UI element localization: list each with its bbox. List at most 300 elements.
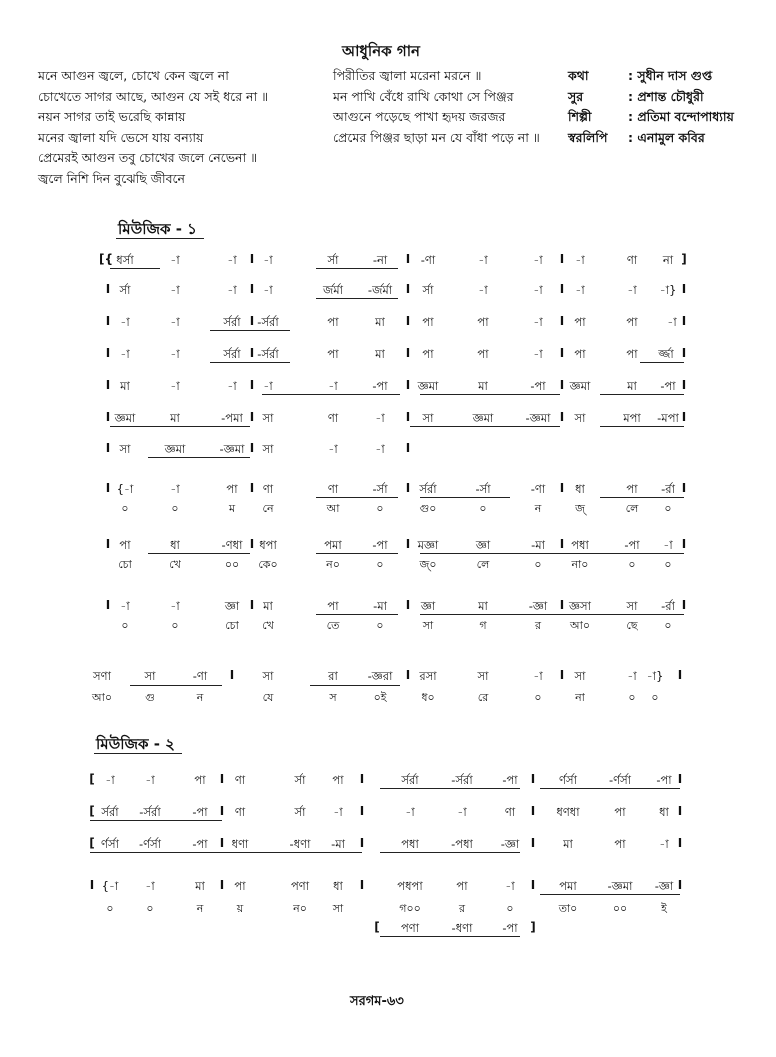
lyric-line: মন পাখি বেঁধে রাখি কোথা সে পিঞ্জর xyxy=(333,88,514,104)
bar-line: I xyxy=(681,282,687,296)
note-group-underline xyxy=(420,394,560,395)
note-cell: ধর্সা xyxy=(116,253,134,267)
notation-row xyxy=(0,378,776,398)
note-cell: ধা xyxy=(170,538,180,552)
note-group-underline xyxy=(600,426,684,427)
page-footer: সরগম-৬৩ xyxy=(350,994,404,1009)
lyric-syllable: আ xyxy=(326,502,340,515)
note-cell: -া xyxy=(405,805,415,819)
note-cell: {-া xyxy=(101,879,119,893)
lyric-syllable: খে xyxy=(169,558,181,571)
note-cell: পধপা xyxy=(397,879,423,893)
lyric-syllable: ০ xyxy=(106,902,114,915)
note-cell: সা xyxy=(626,599,638,613)
lyric-syllable: ০ xyxy=(146,902,154,915)
bar-line: I xyxy=(359,772,365,786)
bar-line: [ xyxy=(89,836,95,850)
note-cell: মা xyxy=(375,315,385,329)
lyric-syllable: ছে xyxy=(626,619,638,632)
bar-line: I xyxy=(405,537,411,551)
bar-line: I xyxy=(405,378,411,392)
note-cell: -া xyxy=(375,411,385,425)
lyric-syllable: ০ xyxy=(171,502,179,515)
note-cell: -া xyxy=(375,442,385,456)
credit-label: কথা xyxy=(568,68,589,83)
notation-row xyxy=(0,878,776,898)
note-cell: পধা xyxy=(571,538,589,552)
note-cell: পা xyxy=(422,347,434,361)
bar-line: I xyxy=(405,598,411,612)
notation-row xyxy=(0,772,776,792)
note-cell: র্সা xyxy=(422,283,434,297)
note-cell: -পা xyxy=(624,538,640,552)
lyric-syllable: র xyxy=(534,619,542,632)
note-cell: -া xyxy=(227,379,237,393)
note-cell: র্ণর্সা xyxy=(559,773,577,787)
note-cell: -জ্ঞমা xyxy=(219,442,245,456)
note-cell: ণা xyxy=(504,805,516,819)
bar-line: I xyxy=(405,668,411,682)
note-cell: সা xyxy=(119,442,131,456)
bar-line: I xyxy=(559,378,565,392)
note-cell: পধা xyxy=(401,837,419,851)
lyric-syllable: জ্ xyxy=(575,502,585,515)
lyric-syllable: ০ xyxy=(506,902,514,915)
bar-line: I xyxy=(559,537,565,551)
note-cell: ণা xyxy=(327,411,339,425)
lyric-syllable-row xyxy=(0,500,776,520)
note-cell: -ধণা xyxy=(289,837,311,851)
bar-line: I xyxy=(530,772,536,786)
note-cell: -র্রা xyxy=(661,599,675,613)
credit-value: : প্রতিমা বন্দোপাধ্যায় xyxy=(628,109,734,124)
note-group-underline xyxy=(148,553,250,554)
note-cell: -পা xyxy=(502,921,518,935)
lyric-syllable: লে xyxy=(625,502,639,515)
note-cell: না xyxy=(662,253,674,267)
note-cell: -পা xyxy=(660,379,676,393)
note-group-underline xyxy=(380,936,520,937)
lyric-syllable: ০ xyxy=(534,691,542,704)
bar-line: ] xyxy=(681,252,687,266)
note-cell: -র্সর্রা xyxy=(451,773,473,787)
note-group-underline xyxy=(560,614,684,615)
note-cell: মা xyxy=(478,379,488,393)
note-cell: র্সর্রা xyxy=(401,773,419,787)
note-cell: পমা xyxy=(559,879,577,893)
lyric-syllable: ০ xyxy=(376,619,384,632)
note-cell: -র্ণর্সা xyxy=(138,837,162,851)
note-cell: র্সা xyxy=(327,253,339,267)
note-group-underline xyxy=(380,852,520,853)
lyric-syllable: ধ০ xyxy=(421,691,435,704)
lyric-syllable: ০ xyxy=(121,502,129,515)
bar-line: I xyxy=(249,314,255,328)
lyric-line: মনের জ্বালা যদি ভেসে যায় বন্যায় xyxy=(38,129,204,145)
bar-line: I xyxy=(405,410,411,424)
note-cell: র্জর্মা xyxy=(322,283,344,297)
note-cell: -া xyxy=(663,538,673,552)
bar-line: I xyxy=(105,410,111,424)
note-cell: -ণা xyxy=(420,253,436,267)
note-cell: ধা xyxy=(575,482,585,496)
note-cell: -া xyxy=(105,773,115,787)
note-cell: মা xyxy=(120,379,130,393)
lyric-syllable: য় xyxy=(236,902,244,915)
bar-line: I xyxy=(559,481,565,495)
bar-line: I xyxy=(105,537,111,551)
credit-label: শিল্পী xyxy=(568,109,592,124)
note-cell: মপা xyxy=(623,411,641,425)
bar-line: I xyxy=(405,346,411,360)
lyric-syllable: ন০ xyxy=(326,558,340,571)
lyric-syllable: ০ xyxy=(664,558,672,571)
lyric-line: পিরীতির জ্বালা মরেনা মরনে ॥ xyxy=(333,68,482,83)
lyric-syllable: ০ই xyxy=(373,691,387,704)
bar-line: I xyxy=(105,346,111,360)
lyric-syllable: ০ xyxy=(628,691,636,704)
bar-line: I xyxy=(105,598,111,612)
lyric-syllable: ০ xyxy=(121,619,129,632)
lyric-syllable: গ০০ xyxy=(399,902,421,915)
bar-line: I xyxy=(677,668,683,682)
note-cell: -র্সা xyxy=(475,482,491,496)
note-group-underline xyxy=(316,298,398,299)
note-cell: পা xyxy=(626,482,638,496)
note-cell: পা xyxy=(327,347,339,361)
lyric-line: প্রেমের পিঞ্জর ছাড়া মন যে বাঁধা পড়ে না ॥ xyxy=(333,129,540,145)
note-group-underline xyxy=(90,820,222,821)
note-cell: -া xyxy=(263,379,273,393)
lyric-line: মনে আগুন জ্বলে, চোখে কেন জ্বলে না xyxy=(38,68,229,83)
note-cell: র্সা xyxy=(294,773,306,787)
note-cell: সা xyxy=(262,442,274,456)
note-cell: -পা xyxy=(372,379,388,393)
note-cell: -পা xyxy=(192,837,208,851)
lyric-syllable: আ০ xyxy=(92,691,112,704)
note-cell: জ্ঞমা xyxy=(114,411,136,425)
note-cell: -মপা xyxy=(657,411,679,425)
credit-label: সুর xyxy=(568,88,584,104)
bar-line: I xyxy=(249,346,255,360)
note-cell: -া xyxy=(478,283,488,297)
note-group-underline xyxy=(130,685,222,686)
note-cell: -া xyxy=(533,669,543,683)
note-group-underline xyxy=(90,852,222,853)
lyric-syllable: লে xyxy=(476,558,490,571)
note-cell: জ্ঞমা xyxy=(164,442,186,456)
bar-line: I xyxy=(105,282,111,296)
lyric-syllable: তা০ xyxy=(558,902,578,915)
note-group-underline xyxy=(380,788,520,789)
page-title: আধুনিক গান xyxy=(342,42,420,60)
bar-line: I xyxy=(405,441,411,455)
note-group-underline xyxy=(420,614,560,615)
lyric-syllable: আ০ xyxy=(570,619,590,632)
bar-line: I xyxy=(405,282,411,296)
note-cell: জ্ঞা xyxy=(420,599,436,613)
note-group-underline xyxy=(410,426,560,427)
note-cell: -জ্ঞমা xyxy=(525,411,551,425)
note-cell: -া xyxy=(120,599,130,613)
bar-line: I xyxy=(681,598,687,612)
bar-line: [ xyxy=(374,920,380,934)
note-group-underline xyxy=(148,457,250,458)
bar-line: I xyxy=(229,668,235,682)
note-cell: -া xyxy=(263,253,273,267)
note-group-underline xyxy=(420,497,510,498)
lyric-syllable: না xyxy=(575,691,585,704)
note-cell: পা xyxy=(477,315,489,329)
note-group-underline xyxy=(316,268,398,269)
note-cell: -া xyxy=(457,805,467,819)
note-cell: -া xyxy=(170,347,180,361)
note-cell: সা xyxy=(574,669,586,683)
note-cell: মা xyxy=(563,837,573,851)
lyric-syllable: গু০ xyxy=(419,502,437,515)
note-cell: পা xyxy=(574,347,586,361)
note-cell: -া xyxy=(170,283,180,297)
bar-line: I xyxy=(559,346,565,360)
lyric-syllable: ০০ xyxy=(612,902,628,915)
note-cell: ধা xyxy=(333,879,343,893)
note-cell: -জ্ঞা xyxy=(654,879,674,893)
bar-line: I xyxy=(405,314,411,328)
note-cell: র্সা xyxy=(294,805,306,819)
notation-row xyxy=(0,282,776,302)
note-group-underline xyxy=(210,362,290,363)
note-cell: র্সর্রা xyxy=(101,805,119,819)
note-cell: ণা xyxy=(234,805,246,819)
note-cell: -া xyxy=(533,283,543,297)
lyric-syllable-row xyxy=(0,556,776,576)
bar-line: [{ xyxy=(98,252,114,266)
note-cell: -পা xyxy=(502,773,518,787)
bar-line: I xyxy=(359,836,365,850)
bar-line: I xyxy=(405,252,411,266)
note-cell: -া xyxy=(170,599,180,613)
lyric-syllable: গু xyxy=(145,691,155,704)
note-group-underline xyxy=(210,330,290,331)
note-cell: -া xyxy=(328,442,338,456)
lyric-line: প্রেমেরই আগুন তবু চোখের জলে নেভেনা ॥ xyxy=(38,150,258,165)
note-cell: -া xyxy=(478,253,488,267)
note-cell: ধণধা xyxy=(556,805,580,819)
note-cell: জ্ঞমা xyxy=(472,411,494,425)
lyric-syllable: ০ xyxy=(171,619,179,632)
note-cell: -া xyxy=(145,879,155,893)
note-cell: মা xyxy=(195,879,205,893)
notation-row xyxy=(0,598,776,618)
note-cell: -া xyxy=(120,315,130,329)
bar-line: I xyxy=(105,378,111,392)
note-group-underline xyxy=(600,394,684,395)
lyric-syllable: ন xyxy=(196,691,204,704)
note-cell: -া} xyxy=(659,283,677,297)
note-cell: -না xyxy=(372,253,388,267)
lyric-syllable: জ্০ xyxy=(419,558,437,571)
credit-value: : এনামুল কবির xyxy=(628,129,705,145)
note-group-underline xyxy=(640,362,684,363)
lyric-syllable: ০ xyxy=(376,502,384,515)
note-group-underline xyxy=(262,394,400,395)
bar-line: I xyxy=(219,804,225,818)
note-cell: পা xyxy=(477,347,489,361)
note-group-underline xyxy=(310,685,400,686)
note-cell: ধণা xyxy=(231,837,249,851)
lyric-line: নয়ন সাগর তাই ভরেছি কান্নায় xyxy=(38,109,186,124)
note-cell: মা xyxy=(375,347,385,361)
notation-row xyxy=(0,481,776,501)
lyric-syllable: স xyxy=(329,691,337,704)
note-cell: -া xyxy=(328,379,338,393)
note-group-underline xyxy=(110,426,250,427)
bar-line: I xyxy=(681,378,687,392)
note-cell: -া xyxy=(333,805,343,819)
note-cell: ণা xyxy=(234,773,246,787)
note-cell: -পমা xyxy=(221,411,243,425)
note-group-underline xyxy=(540,788,680,789)
note-cell: পমা xyxy=(324,538,342,552)
note-cell: রা xyxy=(328,669,338,683)
note-group-underline xyxy=(560,553,684,554)
note-group-underline xyxy=(316,614,398,615)
bar-line: I xyxy=(681,314,687,328)
bar-line: I xyxy=(249,282,255,296)
bar-line: I xyxy=(559,314,565,328)
section-1-underline xyxy=(116,238,204,239)
bar-line: I xyxy=(530,836,536,850)
lyric-syllable: চো xyxy=(225,619,239,632)
note-cell: র্সর্রা xyxy=(223,315,241,329)
note-cell: র্ণর্সা xyxy=(101,837,119,851)
bar-line: I xyxy=(677,878,683,892)
note-cell: সা xyxy=(422,411,434,425)
bar-line: I xyxy=(249,598,255,612)
bar-line: I xyxy=(559,668,565,682)
note-cell: -মা xyxy=(331,837,345,851)
note-cell: ণা xyxy=(626,253,638,267)
bar-line: I xyxy=(105,314,111,328)
bar-line: I xyxy=(530,804,536,818)
lyric-syllable: নে xyxy=(262,502,274,515)
bar-line: I xyxy=(677,772,683,786)
note-cell: র্সা xyxy=(119,283,131,297)
lyric-syllable: ০ xyxy=(651,691,659,704)
bar-line: I xyxy=(249,537,255,551)
bar-line: I xyxy=(249,481,255,495)
lyric-syllable: ০০ xyxy=(224,558,240,571)
lyric-line: চোখেতে সাগর আছে, আগুন যে সই ধরে না ॥ xyxy=(38,88,269,104)
note-cell: র্জ্জা xyxy=(658,347,674,361)
bar-line: I xyxy=(681,346,687,360)
lyric-syllable: ০ xyxy=(534,558,542,571)
note-cell: মা xyxy=(170,411,180,425)
bar-line: I xyxy=(559,410,565,424)
note-cell: সা xyxy=(144,669,156,683)
lyric-syllable: ন xyxy=(534,502,542,515)
lyric-syllable: ০ xyxy=(376,558,384,571)
note-cell: -া xyxy=(627,283,637,297)
lyric-syllable: ০ xyxy=(479,502,487,515)
notation-row xyxy=(0,346,776,366)
note-cell: -পা xyxy=(530,379,546,393)
note-cell: -া xyxy=(170,379,180,393)
note-cell: -জ্ঞমা xyxy=(607,879,633,893)
note-cell: -া xyxy=(533,253,543,267)
note-cell: -জ্ঞরা xyxy=(367,669,393,683)
note-cell: -র্ণর্সা xyxy=(608,773,632,787)
note-cell: পা xyxy=(614,805,626,819)
note-cell: সা xyxy=(477,669,489,683)
note-cell: -া xyxy=(170,253,180,267)
note-group-underline xyxy=(110,268,160,269)
notation-row xyxy=(0,804,776,824)
lyric-syllable: যে xyxy=(262,691,274,704)
bar-line: I xyxy=(249,410,255,424)
note-cell: ণা xyxy=(262,482,274,496)
note-cell: -র্রা xyxy=(661,482,675,496)
section-2-underline xyxy=(94,753,182,754)
notation-row xyxy=(0,537,776,557)
note-cell: -া xyxy=(227,253,237,267)
note-cell: পা xyxy=(574,315,586,329)
note-cell: -জ্ঞা xyxy=(500,837,520,851)
note-cell: পা xyxy=(119,538,131,552)
note-cell: -র্সর্রা xyxy=(139,805,161,819)
note-cell: র্সর্রা xyxy=(223,347,241,361)
note-group-underline xyxy=(600,497,684,498)
bar-line: I xyxy=(359,878,365,892)
note-cell: পা xyxy=(327,599,339,613)
bar-line: I xyxy=(559,282,565,296)
lyric-syllable: র xyxy=(458,902,466,915)
note-cell: মা xyxy=(263,599,273,613)
bar-line: I xyxy=(359,804,365,818)
note-cell: রসা xyxy=(419,669,437,683)
note-cell: সা xyxy=(262,669,274,683)
note-cell: -া xyxy=(575,253,585,267)
note-cell: -া} xyxy=(646,669,664,683)
note-group-underline xyxy=(222,852,362,853)
bar-line: I xyxy=(219,836,225,850)
note-cell: -র্সর্রা xyxy=(257,347,279,361)
note-cell: পা xyxy=(327,315,339,329)
bar-line: I xyxy=(249,252,255,266)
bar-line: [ xyxy=(89,804,95,818)
note-cell: পণা xyxy=(400,921,420,935)
note-cell: পণা xyxy=(290,879,310,893)
bar-line: I xyxy=(681,537,687,551)
note-cell: -া xyxy=(263,283,273,297)
bar-line: I xyxy=(681,481,687,495)
lyric-syllable-row xyxy=(0,617,776,637)
note-cell: -র্জর্মা xyxy=(367,283,393,297)
bar-line: I xyxy=(405,481,411,495)
note-cell: মা xyxy=(627,379,637,393)
credit-value: : প্রশান্ত চৌধুরী xyxy=(628,88,704,104)
note-cell: ধপা xyxy=(259,538,277,552)
note-cell: সা xyxy=(574,411,586,425)
note-cell: মজ্ঞা xyxy=(417,538,439,552)
credit-value: : সুধীন দাস গুপ্ত xyxy=(628,68,713,83)
note-cell: পা xyxy=(422,315,434,329)
bar-line: I xyxy=(559,598,565,612)
note-cell: পা xyxy=(626,347,638,361)
note-cell: -া xyxy=(145,773,155,787)
note-cell: -া xyxy=(170,315,180,329)
lyric-syllable: ই xyxy=(661,902,667,915)
